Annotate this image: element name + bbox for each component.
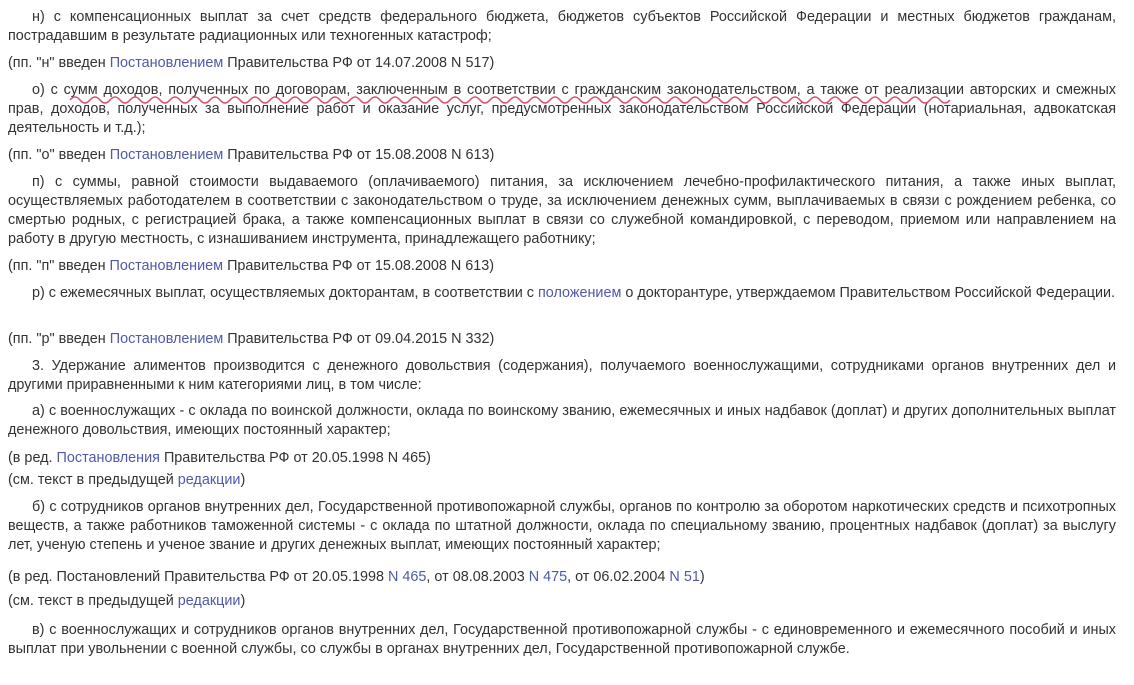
text-run: н) с компенсационных выплат за счет средств федерального бюджета, бюджетов субъектов Российской Федерации и местных бюджетов гражданам, пострадавшим в результате радиационных или техногенных катастроф; xyxy=(8,9,1116,44)
paragraph-r xyxy=(8,284,1116,303)
section-3 xyxy=(8,357,1116,395)
amendment-note-a xyxy=(8,449,1116,468)
amendment-note-n xyxy=(8,54,1116,73)
text-run: б) с сотрудников органов внутренних дел, Государственной противопожарной службы, органов по контролю за оборотом наркотических средств и психотропных веществ, а также работников таможенной системы - с оклада по штатной должности, оклада по специальному званию, процентных надбавок (доплат) за выслугу лет, ученую степень и ученое звание и других денежных выплат, имеющих постоянный характер; xyxy=(8,499,1116,553)
text-run: , от 08.08.2003 xyxy=(426,569,529,585)
text-run: ) xyxy=(699,569,705,585)
text-run: Правительства РФ от 15.08.2008 N 613) xyxy=(223,147,495,163)
paragraph-o xyxy=(8,81,1116,138)
reference-link[interactable]: Постановлением xyxy=(109,147,224,163)
text-run: (пп. "р" введен xyxy=(8,331,110,347)
paragraph-p xyxy=(8,173,1116,249)
amendment-note-o xyxy=(8,146,1116,165)
text-run: , от 06.02.2004 xyxy=(567,569,670,585)
paragraph-b xyxy=(8,498,1116,555)
text-run: (пп. "п" введен xyxy=(8,258,110,274)
reference-link[interactable]: редакции xyxy=(177,593,241,609)
reference-link[interactable]: N 51 xyxy=(669,569,700,585)
amendment-note-p xyxy=(8,257,1116,276)
text-run: Правительства РФ от 15.08.2008 N 613) xyxy=(223,258,495,274)
text-run: (см. текст в предыдущей xyxy=(8,472,178,488)
text-run: Правительства РФ от 14.07.2008 N 517) xyxy=(223,55,495,71)
reference-link[interactable]: N 475 xyxy=(528,569,568,585)
reference-link[interactable]: редакции xyxy=(177,472,241,488)
text-run: (пп. "н" введен xyxy=(8,55,110,71)
reference-link[interactable]: Постановления xyxy=(56,450,160,466)
reference-link[interactable]: Постановлением xyxy=(109,55,224,71)
amendment-note-r xyxy=(8,330,1116,349)
amendment-note-b xyxy=(8,568,1116,587)
text-run: а) с военнослужащих - с оклада по воинской должности, оклада по воинскому званию, ежемесячных и иных надбавок (доплат) и других дополнительных выплат денежного довольствия, имеющих постоянный характер; xyxy=(8,403,1116,438)
paragraph-a xyxy=(8,402,1116,440)
text-run: (в ред. xyxy=(8,450,57,466)
reference-link[interactable]: N 465 xyxy=(388,569,427,585)
text-run: Правительства РФ от 20.05.1998 N 465) xyxy=(159,450,431,466)
text-run: о) с сумм доходов, полученных по договорам, заключенным в соответствии с гражданским законодательством, а также от реализации авторских и смежных прав, доходов, полученных за выполнение работ и оказание услуг, предусмотренных законодательством Российской Федерации (нотариальная, адвокатская деятельность и т.д.); xyxy=(8,82,1116,136)
text-run: Правительства РФ от 09.04.2015 N 332) xyxy=(223,331,495,347)
text-run: п) с суммы, равной стоимости выдаваемого (оплачиваемого) питания, за исключением лечебно-профилактического питания, а также иных выплат, осуществляемых работодателем в соответствии с законодательством о труде, за исключением денежных сумм, выплачиваемых в связи с рождением ребенка, со смертью родных, с регистрацией брака, а также компенсационных выплат в связи со служебной командировкой, с переводом, приемом или направлением на работу в другую местность, с изнашиванием инструмента, принадлежащего работнику; xyxy=(8,174,1116,247)
see-previous-b xyxy=(8,592,1116,611)
reference-link[interactable]: положением xyxy=(537,285,622,301)
text-run: ) xyxy=(240,593,246,609)
text-run: (в ред. Постановлений Правительства РФ от 20.05.1998 xyxy=(8,569,389,585)
paragraph-v xyxy=(8,621,1116,659)
reference-link[interactable]: Постановлением xyxy=(109,258,224,274)
text-run: (см. текст в предыдущей xyxy=(8,593,178,609)
text-run: ) xyxy=(240,472,246,488)
paragraph-n xyxy=(8,8,1116,46)
text-run: 3. Удержание алиментов производится с денежного довольствия (содержания), получаемого военнослужащими, сотрудниками органов внутренних дел и другими приравненными к ним категориями лиц, в том числе: xyxy=(8,358,1116,393)
reference-link[interactable]: Постановлением xyxy=(109,331,224,347)
text-run: о докторантуре, утверждаемом Правительством Российской Федерации. xyxy=(621,285,1116,301)
text-run: (пп. "о" введен xyxy=(8,147,110,163)
text-run: в) с военнослужащих и сотрудников органов внутренних дел, Государственной противопожарной службы - с единовременного и ежемесячного пособий и иных выплат при увольнении с военной службы, со службы в органах внутренних дел, Государственной противопожарной службе. xyxy=(8,622,1116,657)
text-run: р) с ежемесячных выплат, осуществляемых докторантам, в соответствии с xyxy=(32,285,538,301)
see-previous-a xyxy=(8,471,1116,490)
